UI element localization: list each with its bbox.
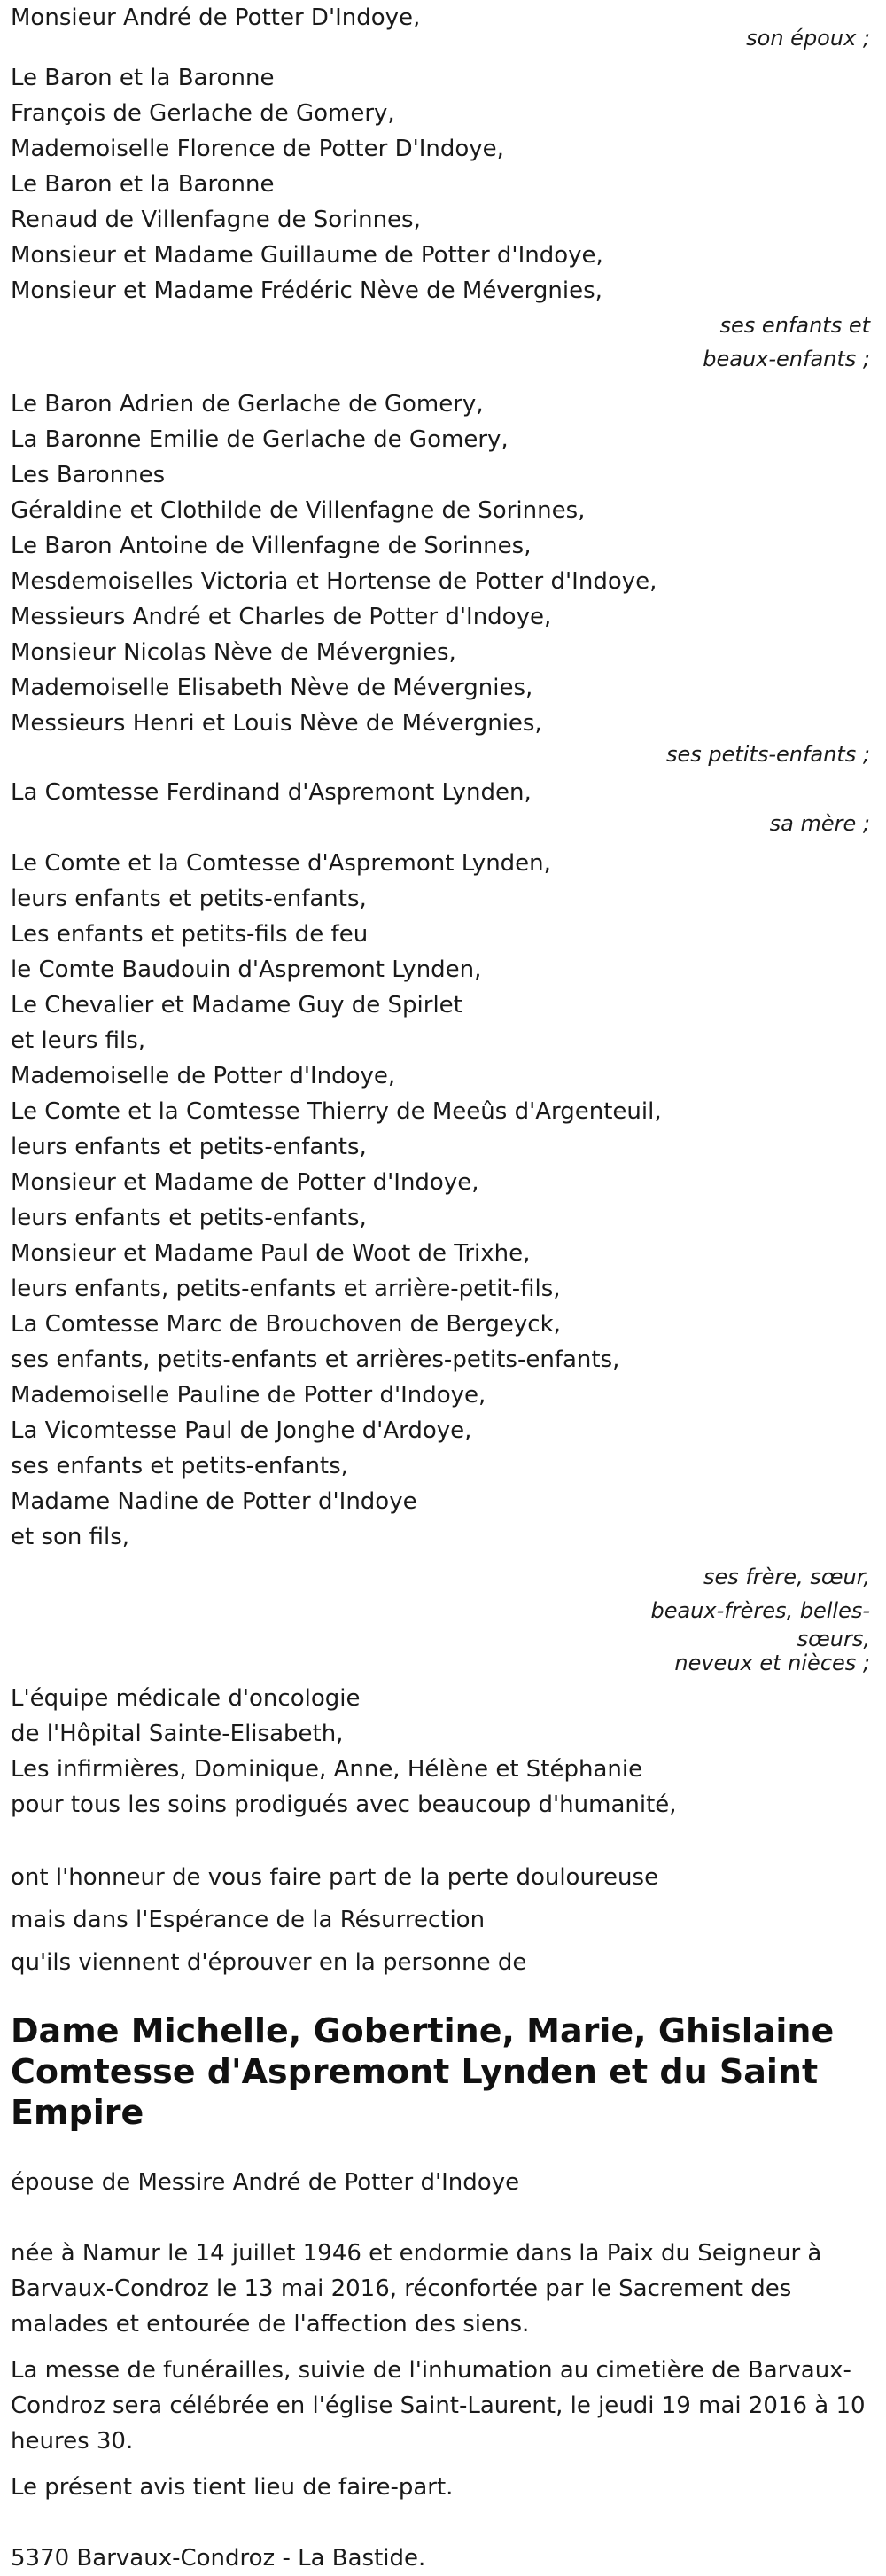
relation-label: ses petits-enfants ; — [665, 742, 870, 767]
family-line: Les Baronnes — [11, 462, 166, 488]
family-line: Monsieur et Madame Frédéric Nève de Mévergnies, — [11, 277, 602, 304]
family-line: Les enfants et petits-fils de feu — [11, 921, 369, 948]
family-line: Le Comte et la Comtesse Thierry de Meeûs d'Argenteuil, — [11, 1098, 662, 1125]
family-line: Géraldine et Clothilde de Villenfagne de Sorinnes, — [11, 497, 586, 524]
family-line: pour tous les soins prodigués avec beaucoup d'humanité, — [11, 1791, 677, 1818]
family-line: Mademoiselle Elisabeth Nève de Mévergnies, — [11, 675, 533, 701]
family-line: Mademoiselle Florence de Potter D'Indoye, — [11, 136, 504, 162]
family-block-siblings — [11, 846, 879, 1675]
family-block-spouse — [11, 0, 879, 55]
announcement-line: mais dans l'Espérance de la Résurrection — [11, 1907, 486, 1933]
announcement-line: ont l'honneur de vous faire part de la perte douloureuse — [11, 1864, 659, 1891]
family-block-mother — [11, 775, 879, 840]
family-line: leurs enfants et petits-enfants, — [11, 1205, 367, 1231]
family-line: de l'Hôpital Sainte-Elisabeth, — [11, 1721, 344, 1747]
announcement-line: qu'ils viennent d'éprouver en la personne de — [11, 1949, 527, 1976]
family-line: Mademoiselle de Potter d'Indoye, — [11, 1063, 396, 1089]
spouse-line: épouse de Messire André de Potter d'Indoye — [11, 2169, 520, 2196]
relation-label: sa mère ; — [769, 811, 870, 836]
family-line: Monsieur et Madame Paul de Woot de Trixhe, — [11, 1240, 531, 1267]
family-block-children — [11, 60, 879, 376]
family-line: Monsieur et Madame de Potter d'Indoye, — [11, 1169, 479, 1196]
family-line: Le Baron Antoine de Villenfagne de Sorinnes, — [11, 533, 532, 559]
family-line: Le Chevalier et Madame Guy de Spirlet — [11, 992, 462, 1019]
address-line: 5370 Barvaux-Condroz - La Bastide. — [11, 2545, 426, 2572]
family-line: Mesdemoiselles Victoria et Hortense de Potter d'Indoye, — [11, 568, 657, 595]
family-line: Monsieur et Madame Guillaume de Potter d'Indoye, — [11, 242, 603, 269]
family-line: Mademoiselle Pauline de Potter d'Indoye, — [11, 1382, 486, 1409]
relation-label: beaux-enfants ; — [703, 347, 870, 371]
family-line: le Comte Baudouin d'Aspremont Lynden, — [11, 956, 482, 983]
family-line: Le Baron et la Baronne — [11, 65, 275, 91]
family-line: leurs enfants, petits-enfants et arrière-petit-fils, — [11, 1276, 561, 1302]
family-line: L'équipe médicale d'oncologie — [11, 1685, 361, 1712]
family-line: La Comtesse Marc de Brouchoven de Bergeyck, — [11, 1311, 561, 1338]
relation-label: son époux ; — [746, 26, 870, 51]
relation-label: sœurs, — [797, 1627, 870, 1651]
family-line: leurs enfants et petits-enfants, — [11, 886, 367, 912]
family-line: et leurs fils, — [11, 1027, 146, 1054]
funeral-paragraph: La messe de funérailles, suivie de l'inhumation au cimetière de Barvaux-Condroz sera célébrée en l'église Saint-Laurent, le jeudi 19 mai 2016 à 10 heures 30. — [11, 2357, 866, 2455]
relation-label: ses enfants et — [719, 313, 870, 338]
obituary-notice — [11, 0, 879, 2576]
announcement — [11, 1856, 879, 1984]
family-line: leurs enfants et petits-enfants, — [11, 1134, 367, 1160]
family-line: ses enfants, petits-enfants et arrières-petits-enfants, — [11, 1347, 620, 1373]
family-line: Monsieur Nicolas Nève de Mévergnies, — [11, 639, 456, 666]
birth-death-paragraph: née à Namur le 14 juillet 1946 et endormie dans la Paix du Seigneur à Barvaux-Condroz le 13 mai 2016, réconfortée par le Sacrement des malades et entourée de l'affection des siens. — [11, 2240, 822, 2338]
family-block-grandchildren — [11, 386, 879, 771]
family-line: et son fils, — [11, 1524, 130, 1550]
family-line: Les infirmières, Dominique, Anne, Hélène et Stéphanie — [11, 1756, 643, 1783]
relation-label: beaux-frères, belles- — [650, 1598, 870, 1623]
family-line: La Comtesse Ferdinand d'Aspremont Lynden, — [11, 779, 532, 806]
family-line: Le Comte et la Comtesse d'Aspremont Lynden, — [11, 850, 551, 877]
family-line: Messieurs Henri et Louis Nève de Mévergnies, — [11, 710, 542, 737]
deceased-name: Dame Michelle, Gobertine, Marie, Ghislaine Comtesse d'Aspremont Lynden et du Saint Empire — [11, 2011, 835, 2132]
family-line: Renaud de Villenfagne de Sorinnes, — [11, 207, 421, 233]
family-line: La Vicomtesse Paul de Jonghe d'Ardoye, — [11, 1417, 472, 1444]
family-line: François de Gerlache de Gomery, — [11, 100, 395, 127]
family-line: Monsieur André de Potter D'Indoye, — [11, 4, 421, 31]
family-line: Le Baron et la Baronne — [11, 171, 275, 198]
relation-label: ses frère, sœur, — [703, 1565, 870, 1589]
family-block-medical-team — [11, 1681, 879, 1823]
family-line: La Baronne Emilie de Gerlache de Gomery, — [11, 426, 509, 453]
family-line: ses enfants et petits-enfants, — [11, 1453, 348, 1479]
notice-line: Le présent avis tient lieu de faire-part. — [11, 2474, 454, 2501]
family-line: Messieurs André et Charles de Potter d'Indoye, — [11, 604, 552, 630]
relation-label: neveux et nièces ; — [674, 1651, 870, 1675]
family-line: Madame Nadine de Potter d'Indoye — [11, 1488, 417, 1515]
family-line: Le Baron Adrien de Gerlache de Gomery, — [11, 391, 484, 418]
